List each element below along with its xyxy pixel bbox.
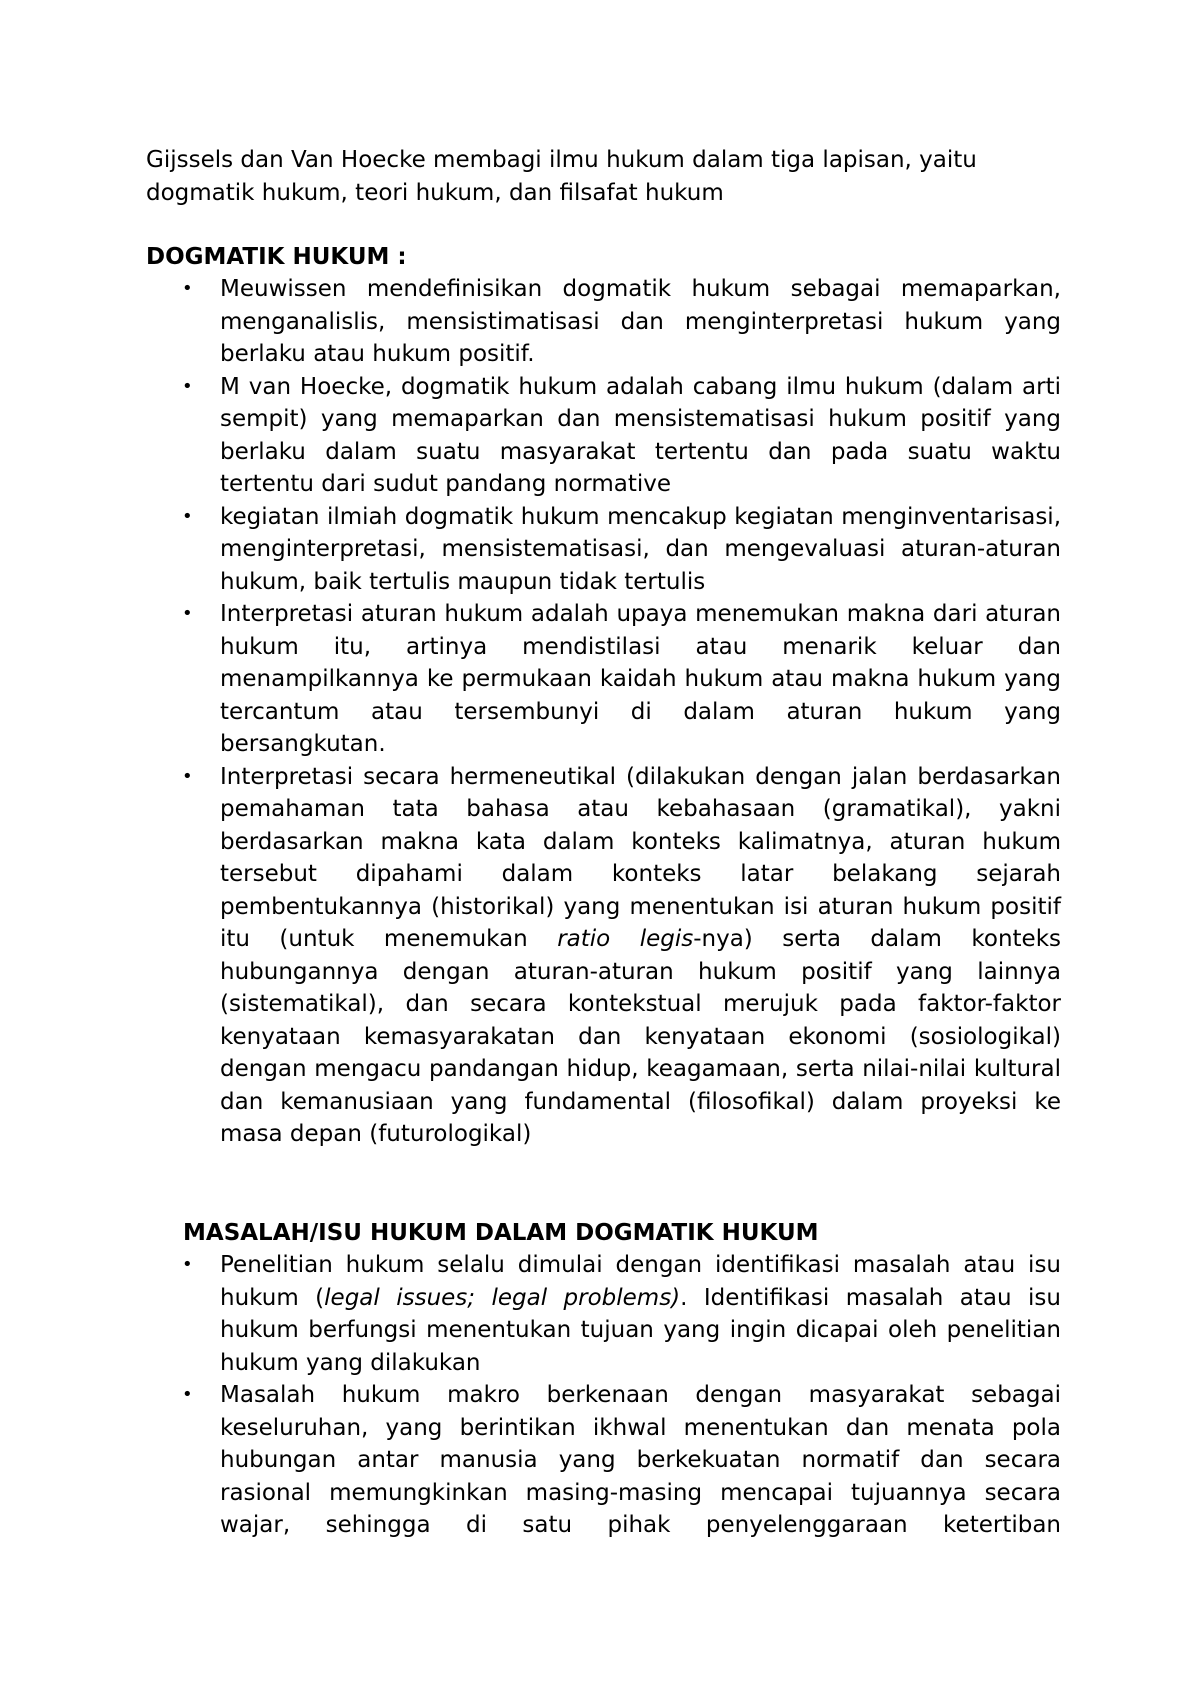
list-item: • kegiatan ilmiah dogmatik hukum mencakup kegiatan menginventarisasi, menginterpretasi, mensistematisasi, dan mengevaluasi aturan-aturan hukum, baik tertulis maupun tidak tertulis (220, 501, 1061, 599)
list-item: • Interpretasi aturan hukum adalah upaya menemukan makna dari aturan hukum itu, artinya mendistilasi atau menarik keluar dan menampilkannya ke permukaan kaidah hukum atau makna hukum yang tercantum atau tersembunyi di dalam aturan hukum yang bersangkutan. (220, 598, 1061, 761)
italic-term-legal-issues: legal issues; legal problems) (324, 1284, 681, 1311)
list-item (220, 1249, 1061, 1379)
section-heading-masalah-isu-hukum: MASALAH/ISU HUKUM DALAM DOGMATIK HUKUM (183, 1220, 819, 1246)
masalah-isu-hukum-list (220, 1249, 1061, 1542)
list-item: • Meuwissen mendefinisikan dogmatik hukum sebagai memaparkan, menganalislis, mensistimatisasi dan menginterpretasi hukum yang berlaku atau hukum positif. (220, 273, 1061, 371)
list-item-text: -nya) serta dalam konteks hubungannya dengan aturan-aturan hukum positif yang lainnya (sistematikal), dan secara kontekstual merujuk pada faktor-faktor kenyataan kemasyarakatan dan kenyataan ekonomi (sosiologikal) dengan mengacu pandangan hidup, keagamaan, serta nilai-nilai kultural dan kemanusiaan yang fundamental (filosofikal) dalam proyeksi ke masa depan (futurologikal) (220, 926, 1062, 1147)
list-item: • Masalah hukum makro berkenaan dengan masyarakat sebagai keseluruhan, yang berintikan ikhwal menentukan dan menata pola hubungan antar manusia yang berkekuatan normatif dan secara rasional memungkinkan masing-masing mencapai tujuannya secara wajar, sehingga di satu pihak penyelenggaraan ketertiban (220, 1379, 1061, 1542)
list-item-text: Penelitian hukum selalu dimulai dengan identifikasi masalah atau isu hukum ( (220, 1252, 1061, 1311)
dogmatik-hukum-list (220, 273, 1061, 1151)
list-item-text: Interpretasi secara hermeneutikal (dilakukan dengan jalan berdasarkan pemahaman tata bahasa atau kebahasaan (gramatikal), yakni berdasarkan makna kata dalam konteks kalimatnya, aturan hukum tersebut dipahami dalam konteks latar belakang sejarah pembentukannya (historikal) yang menentukan isi aturan hukum positif itu (untuk menemukan (220, 763, 1061, 952)
italic-term-ratio-legis: ratio legis (557, 926, 694, 952)
list-item: • M van Hoecke, dogmatik hukum adalah cabang ilmu hukum (dalam arti sempit) yang memaparkan dan mensistematisasi hukum positif yang berlaku dalam suatu masyarakat tertentu dan pada suatu waktu tertentu dari sudut pandang normative (220, 371, 1061, 501)
list-item (220, 761, 1061, 1151)
section-heading-dogmatik-hukum: DOGMATIK HUKUM : (146, 244, 407, 270)
list-item-text: . Identifikasi masalah atau isu hukum berfungsi menentukan tujuan yang ingin dicapai oleh penelitian hukum yang dilakukan (220, 1284, 1061, 1376)
intro-paragraph: Gijssels dan Van Hoecke membagi ilmu hukum dalam tiga lapisan, yaitu dogmatik hukum, teori hukum, dan filsafat hukum (146, 147, 977, 206)
